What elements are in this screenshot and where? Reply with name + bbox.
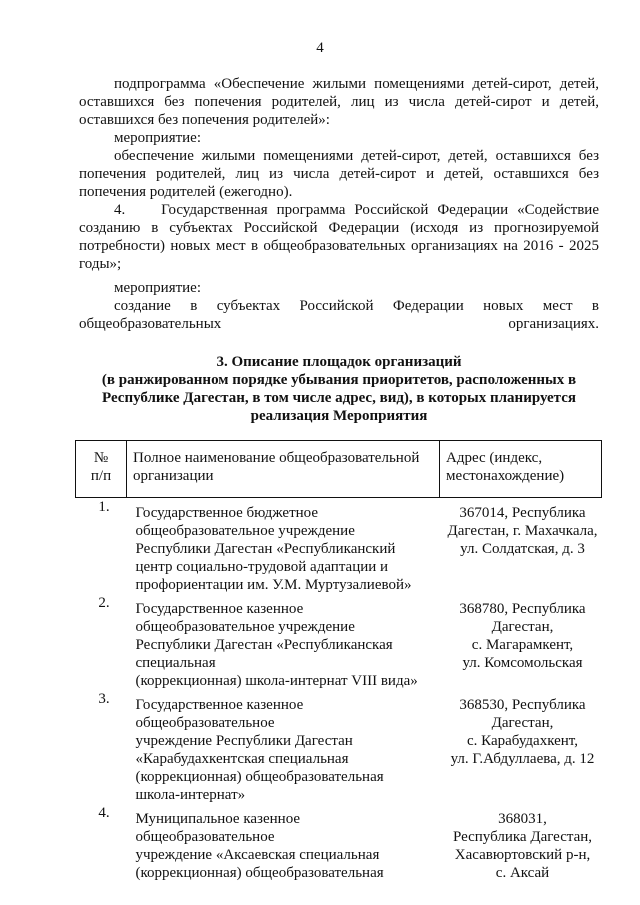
paragraph: 4. Государственная программа Российской Федерации «Содействие созданию в субъектах Российской Федерации (исходя из прогнозируемой потребности) новых мест в общеобразовательных организациях на 2016 - 2025 годы»; — [79, 202, 603, 272]
table-row — [76, 690, 602, 804]
table-header-row — [76, 441, 602, 498]
address-line: 367014, Республика — [459, 505, 586, 521]
address-line: с. Магарамкент, — [471, 637, 574, 653]
address-line: Хасавюртовский р-н, — [454, 847, 591, 863]
table-row — [76, 804, 602, 882]
section-heading — [79, 353, 599, 425]
section-subtitle-line: Республике Дагестан, в том числе адрес, вид), в которых планируется — [101, 390, 577, 406]
organization-name-line: (коррекционная) общеобразовательная — [135, 769, 384, 785]
organization-name-line: учреждение Республики Дагестан — [135, 733, 353, 749]
section-subtitle-line: реализация Мероприятия — [250, 408, 428, 424]
address-line: 368780, Республика — [459, 601, 586, 617]
address-line: ул. Солдатская, д. 3 — [460, 541, 585, 557]
address-line: Дагестан, — [491, 619, 554, 635]
organization-name-line: Республики Дагестан «Республиканский — [135, 541, 396, 557]
organization-name-line: общеобразовательное — [135, 715, 275, 731]
row-number: 1. — [98, 499, 110, 515]
organization-name-line: центр социально-трудовой адаптации и — [135, 559, 389, 575]
organization-address — [440, 690, 602, 804]
paragraph: подпрограмма «Обеспечение жилыми помещениями детей-сирот, детей, оставшихся без попечения родителей, лиц из числа детей-сирот и детей, оставшихся без попечения родителей»: — [79, 76, 599, 128]
section-subtitle-line: (в ранжированном порядке убывания приоритетов, расположенных в — [101, 372, 577, 388]
table-row — [76, 594, 602, 690]
organization-name-line: специальная — [135, 655, 216, 671]
organization-name — [127, 498, 440, 595]
organization-name-line: (коррекционная) школа-интернат VIII вида» — [135, 673, 418, 689]
organization-name-line: Муниципальное казенное — [135, 811, 301, 827]
paragraph: мероприятие: — [114, 130, 202, 146]
organization-name-line: учреждение «Аксаевская специальная — [135, 847, 380, 863]
address-line: Республика Дагестан, — [452, 829, 593, 845]
header-num: № п/п — [76, 441, 127, 498]
address-line: ул. Г.Абдуллаева, д. 12 — [450, 751, 595, 767]
organization-name — [127, 804, 440, 882]
organization-name-line: общеобразовательное учреждение — [135, 523, 355, 539]
organization-name-line: общеобразовательное — [135, 829, 275, 845]
table-row — [76, 498, 602, 595]
organization-name — [127, 594, 440, 690]
organization-name-line: (коррекционная) общеобразовательная — [135, 865, 384, 881]
organization-address — [440, 594, 602, 690]
organization-name-line: «Карабудахкентская специальная — [135, 751, 349, 767]
paragraph: мероприятие: — [114, 280, 202, 296]
organization-address — [440, 498, 602, 595]
header-name: Полное наименование общеобразовательной организации — [127, 441, 440, 498]
address-line: с. Аксай — [495, 865, 550, 881]
organization-name — [127, 690, 440, 804]
organization-address — [440, 804, 602, 882]
row-number: 3. — [98, 691, 110, 707]
organization-name-line: Государственное казенное — [135, 697, 304, 713]
table-body — [76, 498, 602, 883]
address-line: 368530, Республика — [459, 697, 586, 713]
address-line: 368031, — [498, 811, 547, 827]
organization-name-line: Государственное бюджетное — [135, 505, 318, 521]
address-line: Дагестан, г. Махачкала, — [447, 523, 598, 539]
body-text — [79, 75, 603, 333]
row-number: 2. — [98, 595, 110, 611]
organization-name-line: Государственное казенное — [135, 601, 304, 617]
page-number: 4 — [316, 40, 324, 56]
address-line: ул. Комсомольская — [462, 655, 583, 671]
paragraph: создание в субъектах Российской Федерации новых мест в общеобразовательных организациях. — [79, 298, 599, 332]
header-address: Адрес (индекс, местонахождение) — [440, 441, 602, 498]
section-title: 3. Описание площадок организаций — [216, 354, 462, 370]
address-line: с. Карабудахкент, — [467, 733, 578, 749]
organization-name-line: школа-интернат» — [135, 787, 246, 803]
paragraph: обеспечение жилыми помещениями детей-сирот, детей, оставшихся без попечения родителей, лиц из числа детей-сирот и детей, оставшихся без попечения родителей (ежегодно). — [79, 148, 599, 200]
address-line: Дагестан, — [491, 715, 554, 731]
organization-name-line: Республики Дагестан «Республиканская — [135, 637, 393, 653]
row-number: 4. — [98, 805, 110, 821]
organization-name-line: общеобразовательное учреждение — [135, 619, 355, 635]
organizations-table — [75, 440, 602, 882]
organization-name-line: профориентации им. У.М. Муртузалиевой» — [135, 577, 412, 593]
